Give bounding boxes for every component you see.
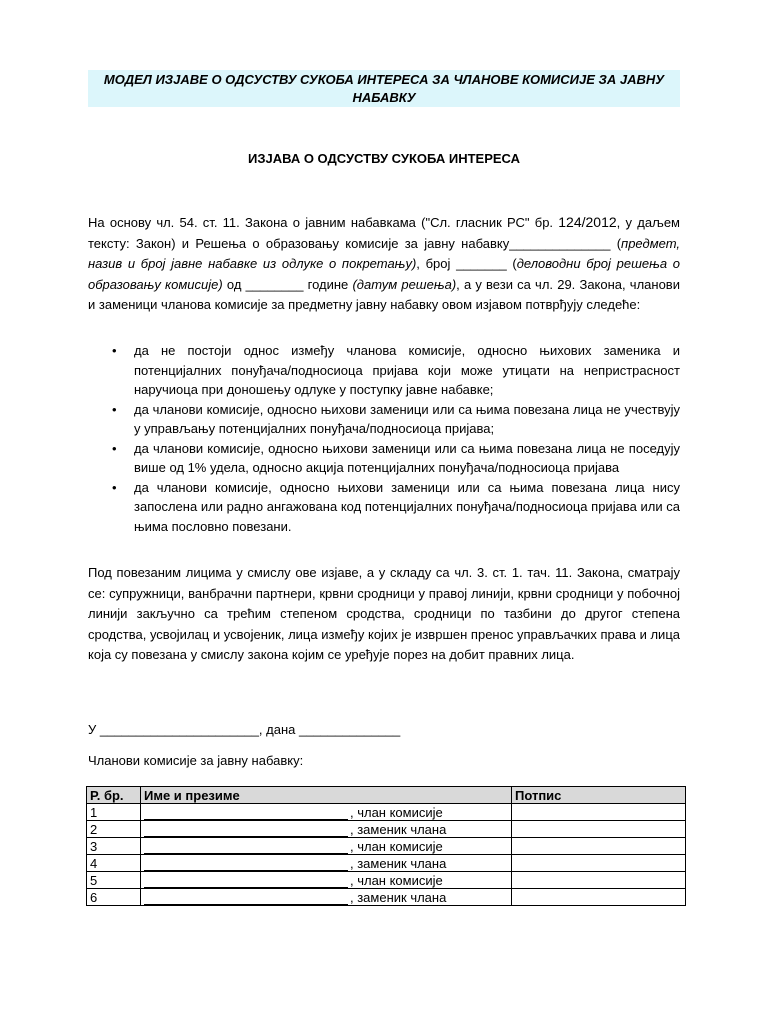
members-table [86,786,686,906]
intro-text-4: од ________ године [222,276,353,292]
row-number: 3 [87,838,141,855]
intro-italic-3: (датум решења) [352,276,457,292]
intro-text-2: , у даљем тексту: Закон) и Решења о образовању комисије за јавну набавку______________ ( [88,215,680,251]
name-blank-line [144,824,348,837]
bullet-icon: • [112,440,117,456]
table-row [87,804,686,821]
name-blank-line [144,875,348,888]
statement-heading: ИЗЈАВА О ОДСУСТВУ СУКОБА ИНТЕРЕСА [247,151,520,166]
role-label: , заменик члана [350,821,447,837]
list-item-text: да чланови комисије, односно њихови заменици или са њима повезана лица нису запослена или радно ангажована код потенцијалних понуђача/подносиоца пријава или са њима пословно повезани. [134,479,680,534]
role-label: , члан комисије [350,872,443,888]
signature-cell [512,838,686,855]
list-item [88,400,680,439]
signature-cell [512,889,686,906]
bullet-icon: • [112,479,117,495]
role-label: , члан комисије [350,838,443,854]
role-label: , заменик члана [350,855,447,871]
signature-cell [512,821,686,838]
table-row [87,872,686,889]
document-title: МОДЕЛ ИЗЈАВЕ О ОДСУСТВУ СУКОБА ИНТЕРЕСА ЗА ЧЛАНОВЕ КОМИСИЈЕ ЗА ЈАВНУ НАБАВКУ [103,72,665,105]
header-number: Р. бр. [87,787,141,804]
name-blank-line [144,807,348,820]
header-name: Име и презиме [141,787,512,804]
intro-italic-1: предмет, назив и број јавне набавке из одлуке о покретању) [88,235,680,271]
row-number: 4 [87,855,141,872]
table-header-row [87,787,686,804]
name-cell [141,821,512,838]
intro-text-1: На основу чл. 54. ст. 11. Закона о јавним набавкама ("Сл. гласник РС" бр. [88,215,559,230]
table-row [87,855,686,872]
list-item-text: да чланови комисије, односно њихови заменици или са њима повезана лица не поседују више од 1% удела, односно акција потенцијалних понуђача/подносиоца пријава [134,440,680,475]
row-number: 6 [87,889,141,906]
row-number: 5 [87,872,141,889]
name-cell [141,889,512,906]
name-cell [141,872,512,889]
role-label: , члан комисије [350,804,443,820]
list-item [88,341,680,400]
table-row [87,838,686,855]
row-number: 2 [87,821,141,838]
name-cell [141,855,512,872]
bullet-icon: • [112,343,117,358]
name-blank-line [144,841,348,854]
signature-cell [512,872,686,889]
intro-text-3: , број _______ ( [416,256,517,271]
table-row [87,889,686,906]
gazette-number: 124/2012 [558,214,617,230]
intro-text-5: , а у вези са чл. 29. Закона, чланови и заменици чланова комисије за предметну јавну набавку овом изјавом потврђују следеће: [88,276,680,312]
signature-cell [512,855,686,872]
header-signature: Потпис [512,787,686,804]
related-persons-paragraph: Под повезаним лицима у смислу ове изјаве, а у складу са чл. 3. ст. 1. тач. 11. Закона, сматрају се: супружници, ванбрачни партнери, крвни сродници у правој линији, крвни сродници у побочној линији закључно са трећим степеном сродства, сродници по тазбини до другог степена сродства, усвојилац и усвојеник, лица између којих је извршен пренос управљачких права и лица која су повезана у смислу закона којим се уређује порез на добит правних лица. [88,565,680,662]
intro-paragraph [88,212,680,316]
name-blank-line [144,892,348,905]
table-row [87,821,686,838]
list-item-text: да чланови комисије, односно њихови заменици или са њима повезана лица не учествују у управљању потенцијалних понуђача/подносиоца пријава; [134,401,680,436]
role-label: , заменик члана [350,889,447,905]
signature-cell [512,804,686,821]
list-item-text: да не постоји однос између чланова комисије, односно њихових заменика и потенцијалних понуђача/подносиоца пријава који може утицати на непристрасност наручиоца при доношењу одлуке у поступку јавне набавке; [134,343,680,397]
list-item [88,439,680,478]
list-item [88,478,680,537]
name-cell [141,804,512,821]
intro-italic-2: деловодни број решења о образовању комисије) [88,256,681,292]
declaration-list [88,341,680,536]
name-cell [141,838,512,855]
place-date-line: У ______________________, дана ______________ [88,722,401,737]
members-label: Чланови комисије за јавну набавку: [88,753,304,768]
name-blank-line [144,858,348,871]
bullet-icon: • [112,401,117,417]
document-title-banner [88,70,680,107]
row-number: 1 [87,804,141,821]
